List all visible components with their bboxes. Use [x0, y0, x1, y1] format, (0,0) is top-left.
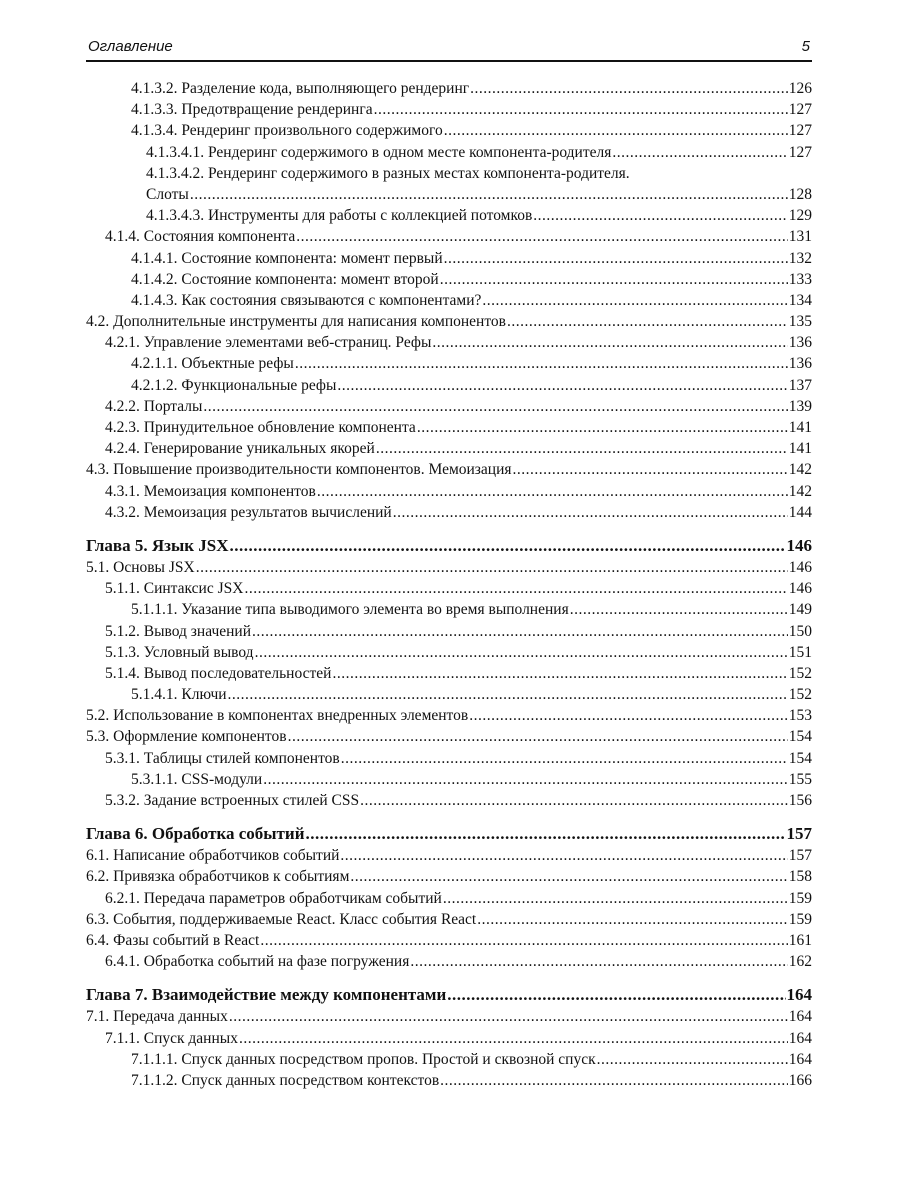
toc-entry: 4.3.2. Мемоизация результатов вычислений ..... 144	[86, 502, 812, 523]
toc-entry: 5.3.1. Таблицы стилей компонентов ..... 154	[86, 748, 812, 769]
toc-entry: 7.1.1. Спуск данных ..... 164	[86, 1028, 812, 1049]
toc-entry-wrapped-line: 4.1.3.4.2. Рендеринг содержимого в разных местах компонента-родителя.	[146, 164, 630, 182]
toc-entry: 4.1.3.4.1. Рендеринг содержимого в одном месте компонента-родителя ..... 127	[86, 142, 812, 163]
toc-entry: 4.1.4.2. Состояние компонента: момент второй ..... 133	[86, 269, 812, 290]
toc-entry: 5.1.3. Условный вывод ..... 151	[86, 642, 812, 663]
toc-entry: 5.1.4. Вывод последовательностей ..... 152	[86, 663, 812, 684]
toc-entry: 4.2.3. Принудительное обновление компонента ..... 141	[86, 417, 812, 438]
toc-chapter-5: Глава 5. Язык JSX ..... 146	[86, 534, 812, 557]
toc-entry: 4.2.1.1. Объектные рефы ..... 136	[86, 353, 812, 374]
toc-entry: 4.1.3.3. Предотвращение рендеринга ..... 127	[86, 99, 812, 120]
toc-entry: 4.1.3.4.3. Инструменты для работы с коллекцией потомков ..... 129	[86, 205, 812, 226]
toc-entry: 6.3. События, поддерживаемые React. Класс события React ..... 159	[86, 909, 812, 930]
toc-entry: 4.2.2. Порталы ..... 139	[86, 396, 812, 417]
toc-entry: 5.1. Основы JSX ..... 146	[86, 557, 812, 578]
toc-entry: 4.1.4.3. Как состояния связываются с компонентами? ..... 134	[86, 290, 812, 311]
toc-entry: 4.1.4.1. Состояние компонента: момент первый ..... 132	[86, 248, 812, 269]
header-title: Оглавление	[88, 38, 173, 55]
toc-entry: 5.1.4.1. Ключи ..... 152	[86, 684, 812, 705]
toc-entry: 5.2. Использование в компонентах внедренных элементов ..... 153	[86, 705, 812, 726]
toc-entry: 6.1. Написание обработчиков событий ..... 157	[86, 845, 812, 866]
running-header	[86, 36, 812, 62]
toc-entry: 7.1.1.1. Спуск данных посредством пропов. Простой и сквозной спуск ..... 164	[86, 1049, 812, 1070]
toc-chapter-7: Глава 7. Взаимодействие между компонентами ..... 164	[86, 983, 812, 1006]
toc-entry: 5.1.2. Вывод значений ..... 150	[86, 621, 812, 642]
page-number: 5	[801, 38, 810, 55]
toc-entry: 4.1.3.4. Рендеринг произвольного содержимого ..... 127	[86, 120, 812, 141]
toc-entry: 7.1. Передача данных ..... 164	[86, 1006, 812, 1027]
toc-entry: 4.3.1. Мемоизация компонентов ..... 142	[86, 481, 812, 502]
toc-entry: 5.3. Оформление компонентов ..... 154	[86, 726, 812, 747]
toc-entry: 4.2.1.2. Функциональные рефы ..... 137	[86, 375, 812, 396]
toc-entry: 5.3.2. Задание встроенных стилей CSS ..... 156	[86, 790, 812, 811]
toc-entry: 5.1.1.1. Указание типа выводимого элемента во время выполнения ..... 149	[86, 599, 812, 620]
toc-entry: 7.1.1.2. Спуск данных посредством контекстов ..... 166	[86, 1070, 812, 1091]
toc-entry: 6.2.1. Передача параметров обработчикам событий ..... 159	[86, 888, 812, 909]
toc-entry: 5.1.1. Синтаксис JSX ..... 146	[86, 578, 812, 599]
toc-entry: 4.2. Дополнительные инструменты для написания компонентов ..... 135	[86, 311, 812, 332]
toc-entry: 4.1.4. Состояния компонента ..... 131	[86, 226, 812, 247]
toc-entry: 6.4. Фазы событий в React ..... 161	[86, 930, 812, 951]
table-of-contents	[86, 78, 812, 1091]
toc-chapter-6: Глава 6. Обработка событий ..... 157	[86, 822, 812, 845]
toc-entry: Слоты ..... 128	[86, 184, 812, 205]
toc-entry: 4.3. Повышение производительности компонентов. Мемоизация ..... 142	[86, 459, 812, 480]
toc-entry: 4.2.4. Генерирование уникальных якорей ..... 141	[86, 438, 812, 459]
toc-entry: 4.1.3.2. Разделение кода, выполняющего рендеринг ..... 126	[86, 78, 812, 99]
toc-entry: 4.2.1. Управление элементами веб-страниц. Рефы ..... 136	[86, 332, 812, 353]
toc-entry: 6.4.1. Обработка событий на фазе погружения ..... 162	[86, 951, 812, 972]
toc-entry: 6.2. Привязка обработчиков к событиям ..... 158	[86, 866, 812, 887]
toc-entry: 5.3.1.1. CSS-модули ..... 155	[86, 769, 812, 790]
